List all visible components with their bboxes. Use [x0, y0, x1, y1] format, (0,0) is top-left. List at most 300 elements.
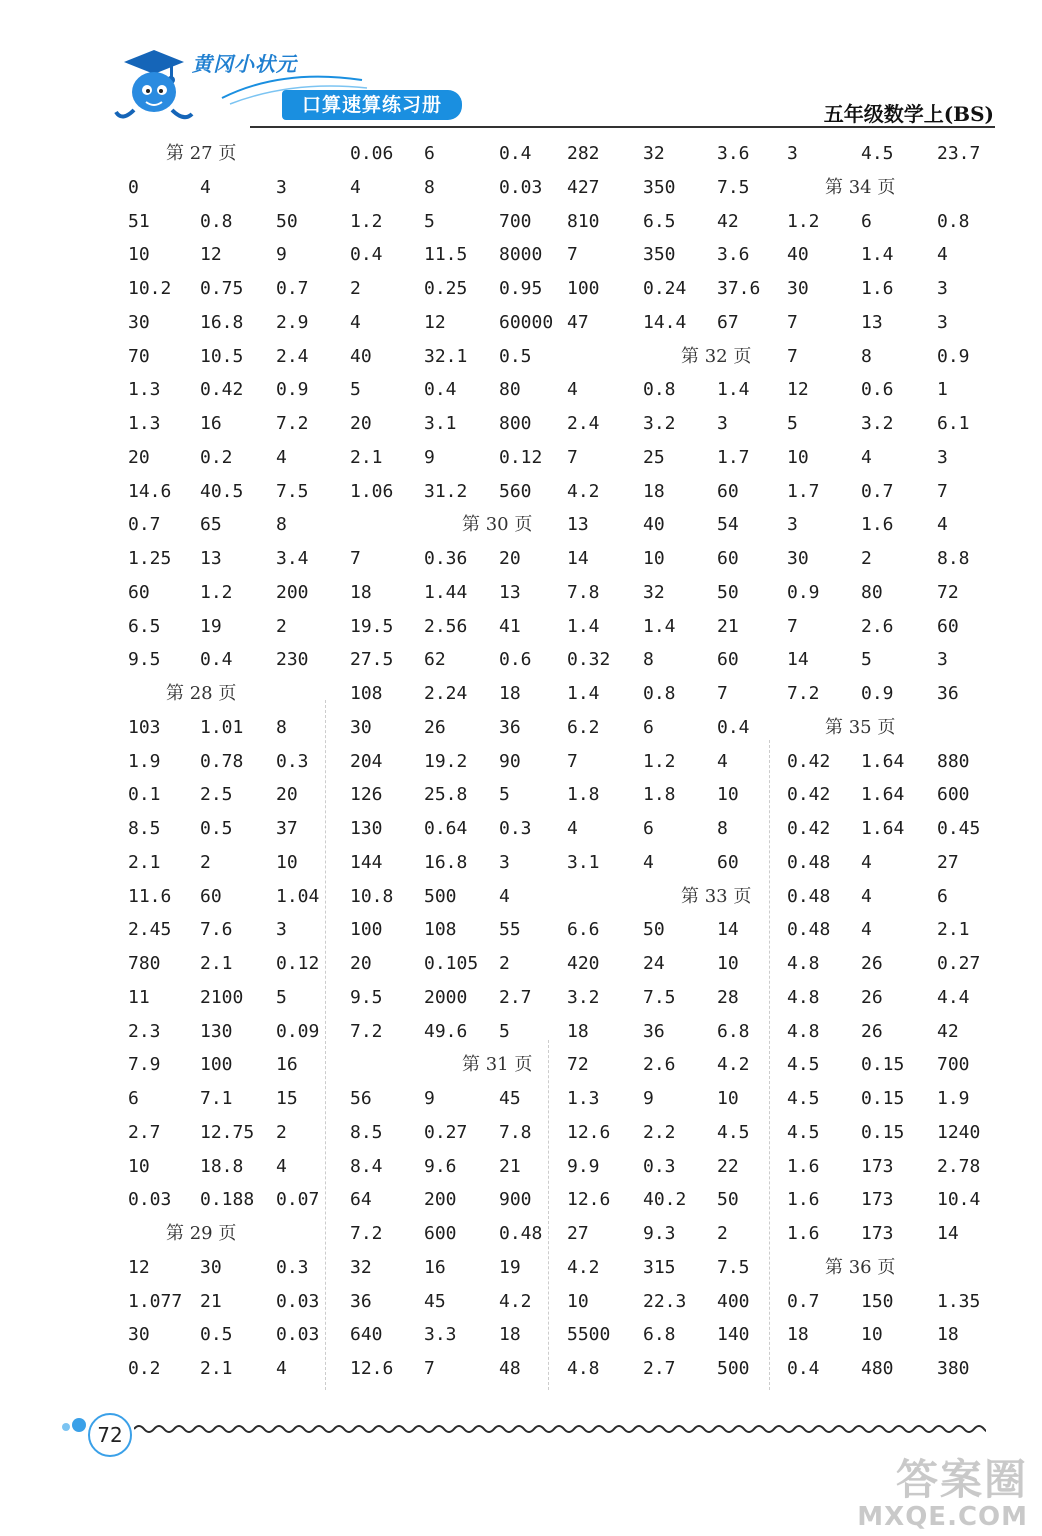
- answer-cell: 0.3: [499, 818, 532, 839]
- answer-cell: 4.5: [787, 1088, 820, 1109]
- page-heading: 第 35 页: [825, 717, 896, 738]
- answer-cell: 0.15: [861, 1122, 905, 1143]
- answer-cell: 9: [424, 1088, 435, 1109]
- answer-cell: 8: [424, 177, 435, 198]
- brand-name: 黄冈小状元: [192, 52, 297, 76]
- answer-cell: 50: [643, 919, 665, 940]
- answer-cell: 30: [787, 278, 809, 299]
- answer-cell: 0.7: [861, 481, 894, 502]
- answer-cell: 12.75: [200, 1122, 255, 1143]
- answer-cell: 2.1: [937, 919, 970, 940]
- answer-cell: 600: [424, 1223, 457, 1244]
- answer-cell: 50: [717, 1189, 739, 1210]
- answer-cell: 0.4: [787, 1358, 820, 1379]
- answer-cell: 1.4: [861, 244, 894, 265]
- answer-cell: 3.1: [424, 413, 457, 434]
- answer-cell: 9.6: [424, 1156, 457, 1177]
- answer-cell: 8: [276, 717, 287, 738]
- page-heading: 第 34 页: [825, 177, 896, 198]
- answer-cell: 4: [499, 886, 510, 907]
- answer-cell: 7: [350, 548, 361, 569]
- answer-cell: 0.42: [787, 818, 831, 839]
- answer-cell: 810: [567, 211, 600, 232]
- answer-cell: 0.1: [128, 784, 161, 805]
- answer-cell: 10.4: [937, 1189, 981, 1210]
- answer-cell: 200: [276, 582, 309, 603]
- answer-cell: 4: [861, 852, 872, 873]
- answer-cell: 7: [567, 447, 578, 468]
- answer-cell: 880: [937, 751, 970, 772]
- answer-cell: 0.03: [276, 1324, 320, 1345]
- answer-cell: 2: [350, 278, 361, 299]
- answer-cell: 150: [861, 1291, 894, 1312]
- answer-cell: 19: [499, 1257, 521, 1278]
- answer-cell: 0.27: [937, 953, 981, 974]
- answer-cell: 4: [276, 447, 287, 468]
- answer-cell: 4: [567, 818, 578, 839]
- answer-cell: 8: [643, 649, 654, 670]
- answer-cell: 2.6: [643, 1054, 676, 1075]
- answer-cell: 60000: [499, 312, 554, 333]
- answer-cell: 1.7: [787, 481, 820, 502]
- answer-cell: 40: [643, 514, 665, 535]
- answer-cell: 0.09: [276, 1021, 320, 1042]
- answer-cell: 4: [717, 751, 728, 772]
- answer-cell: 350: [643, 244, 676, 265]
- answer-cell: 10: [787, 447, 809, 468]
- answer-cell: 0.32: [567, 649, 611, 670]
- answer-cell: 3: [276, 919, 287, 940]
- answer-cell: 10.2: [128, 278, 172, 299]
- answer-cell: 27: [937, 852, 959, 873]
- answer-cell: 2.2: [643, 1122, 676, 1143]
- answer-cell: 36: [499, 717, 521, 738]
- answer-cell: 103: [128, 717, 161, 738]
- answer-cell: 3.2: [643, 413, 676, 434]
- column-divider: [325, 700, 326, 1390]
- answer-cell: 380: [937, 1358, 970, 1379]
- answer-cell: 3: [937, 312, 948, 333]
- answer-cell: 800: [499, 413, 532, 434]
- answer-cell: 16: [276, 1054, 298, 1075]
- answer-cell: 12.6: [567, 1122, 611, 1143]
- answer-cell: 1.9: [937, 1088, 970, 1109]
- answer-cell: 500: [424, 886, 457, 907]
- answer-cell: 60: [717, 481, 739, 502]
- answer-cell: 10: [717, 784, 739, 805]
- answer-cell: 6.6: [567, 919, 600, 940]
- answer-cell: 4.8: [787, 987, 820, 1008]
- answer-cell: 2.6: [861, 616, 894, 637]
- answer-cell: 40.5: [200, 481, 244, 502]
- answer-cell: 8: [276, 514, 287, 535]
- answer-cell: 2.7: [128, 1122, 161, 1143]
- answer-cell: 6: [937, 886, 948, 907]
- answer-cell: 14.4: [643, 312, 687, 333]
- answer-cell: 0.188: [200, 1189, 255, 1210]
- answer-cell: 4: [350, 312, 361, 333]
- answer-cell: 1.8: [643, 784, 676, 805]
- answer-cell: 0.4: [499, 143, 532, 164]
- page-heading: 第 33 页: [681, 886, 752, 907]
- answer-cell: 200: [424, 1189, 457, 1210]
- answer-cell: 1.06: [350, 481, 394, 502]
- answer-cell: 32: [643, 143, 665, 164]
- answer-cell: 40: [350, 346, 372, 367]
- answer-cell: 7.5: [717, 177, 750, 198]
- answer-cell: 9: [424, 447, 435, 468]
- answer-cell: 7.2: [350, 1223, 383, 1244]
- answer-cell: 0.07: [276, 1189, 320, 1210]
- answer-cell: 1.3: [128, 413, 161, 434]
- answer-cell: 0.78: [200, 751, 244, 772]
- answer-cell: 4.8: [567, 1358, 600, 1379]
- answer-cell: 16.8: [200, 312, 244, 333]
- answer-cell: 2: [499, 953, 510, 974]
- answer-cell: 8000: [499, 244, 543, 265]
- answer-cell: 1.6: [861, 278, 894, 299]
- answer-cell: 40.2: [643, 1189, 687, 1210]
- answer-cell: 1.01: [200, 717, 244, 738]
- answer-cell: 0.95: [499, 278, 543, 299]
- answer-cell: 6: [643, 818, 654, 839]
- answer-cell: 7: [717, 683, 728, 704]
- answer-cell: 36: [350, 1291, 372, 1312]
- answer-cell: 72: [937, 582, 959, 603]
- answer-cell: 8.4: [350, 1156, 383, 1177]
- answer-cell: 2100: [200, 987, 244, 1008]
- answer-cell: 0.9: [787, 582, 820, 603]
- answer-cell: 0.15: [861, 1088, 905, 1109]
- answer-cell: 1.4: [717, 379, 750, 400]
- answer-cell: 9.9: [567, 1156, 600, 1177]
- answer-cell: 1.3: [567, 1088, 600, 1109]
- answer-cell: 7.8: [499, 1122, 532, 1143]
- answer-cell: 0.6: [499, 649, 532, 670]
- answer-cell: 4.8: [787, 953, 820, 974]
- answer-cell: 3: [276, 177, 287, 198]
- answer-cell: 0.8: [937, 211, 970, 232]
- answer-cell: 0.7: [276, 278, 309, 299]
- answer-cell: 7.1: [200, 1088, 233, 1109]
- answer-cell: 7.5: [643, 987, 676, 1008]
- answer-cell: 2: [717, 1223, 728, 1244]
- answer-cell: 1.8: [567, 784, 600, 805]
- answer-cell: 13: [200, 548, 222, 569]
- answer-cell: 3.4: [276, 548, 309, 569]
- answer-cell: 173: [861, 1189, 894, 1210]
- answer-cell: 12: [424, 312, 446, 333]
- answer-cell: 4: [350, 177, 361, 198]
- answer-cell: 0.36: [424, 548, 468, 569]
- answer-cell: 144: [350, 852, 383, 873]
- answer-cell: 24: [643, 953, 665, 974]
- answer-cell: 12.6: [350, 1358, 394, 1379]
- answer-cell: 0.3: [276, 751, 309, 772]
- answer-cell: 31.2: [424, 481, 468, 502]
- answer-cell: 140: [717, 1324, 750, 1345]
- answer-cell: 16.8: [424, 852, 468, 873]
- answer-cell: 19: [200, 616, 222, 637]
- answer-cell: 4: [276, 1156, 287, 1177]
- answer-cell: 60: [937, 616, 959, 637]
- answer-cell: 6.8: [717, 1021, 750, 1042]
- answer-cell: 1: [937, 379, 948, 400]
- answer-cell: 0: [128, 177, 139, 198]
- answer-cell: 1.4: [567, 683, 600, 704]
- answer-cell: 25.8: [424, 784, 468, 805]
- answer-cell: 40: [787, 244, 809, 265]
- answer-cell: 2.78: [937, 1156, 981, 1177]
- answer-cell: 10: [276, 852, 298, 873]
- answer-cell: 4: [567, 379, 578, 400]
- answer-cell: 19.2: [424, 751, 468, 772]
- answer-cell: 2.56: [424, 616, 468, 637]
- answer-cell: 47: [567, 312, 589, 333]
- answer-cell: 7.9: [128, 1054, 161, 1075]
- answer-cell: 4.5: [787, 1054, 820, 1075]
- answer-cell: 100: [200, 1054, 233, 1075]
- decor-dot-small: [62, 1423, 70, 1431]
- answer-cell: 19.5: [350, 616, 394, 637]
- answer-cell: 0.4: [350, 244, 383, 265]
- answer-cell: 5: [499, 1021, 510, 1042]
- answer-cell: 18: [787, 1324, 809, 1345]
- wave-divider: [134, 1422, 986, 1436]
- answer-cell: 4.2: [567, 481, 600, 502]
- answer-cell: 0.2: [128, 1358, 161, 1379]
- answer-cell: 0.105: [424, 953, 479, 974]
- answer-cell: 0.45: [937, 818, 981, 839]
- answer-cell: 560: [499, 481, 532, 502]
- answer-cell: 0.42: [787, 784, 831, 805]
- page-heading: 第 27 页: [166, 143, 237, 164]
- answer-cell: 11.5: [424, 244, 468, 265]
- answer-cell: 0.03: [128, 1189, 172, 1210]
- answer-cell: 130: [350, 818, 383, 839]
- page-heading: 第 31 页: [462, 1054, 533, 1075]
- answer-cell: 0.64: [424, 818, 468, 839]
- answer-cell: 2.7: [643, 1358, 676, 1379]
- answer-cell: 45: [424, 1291, 446, 1312]
- answer-cell: 7.2: [787, 683, 820, 704]
- answer-cell: 7: [567, 751, 578, 772]
- answer-cell: 21: [499, 1156, 521, 1177]
- answer-cell: 14: [937, 1223, 959, 1244]
- answer-cell: 427: [567, 177, 600, 198]
- answer-cell: 0.03: [276, 1291, 320, 1312]
- answer-cell: 2: [861, 548, 872, 569]
- answer-cell: 18: [499, 1324, 521, 1345]
- answer-cell: 7.2: [350, 1021, 383, 1042]
- answer-cell: 2.9: [276, 312, 309, 333]
- brand-logo: [112, 40, 472, 130]
- answer-cell: 32: [350, 1257, 372, 1278]
- answer-cell: 14: [567, 548, 589, 569]
- answer-cell: 50: [717, 582, 739, 603]
- answer-cell: 4.8: [787, 1021, 820, 1042]
- answer-cell: 18: [350, 582, 372, 603]
- answer-cell: 5: [787, 413, 798, 434]
- answer-cell: 13: [861, 312, 883, 333]
- answer-cell: 7.2: [276, 413, 309, 434]
- answer-cell: 0.4: [424, 379, 457, 400]
- answer-cell: 60: [200, 886, 222, 907]
- answer-cell: 14.6: [128, 481, 172, 502]
- answer-cell: 6.2: [567, 717, 600, 738]
- answer-cell: 8.8: [937, 548, 970, 569]
- answer-cell: 25: [643, 447, 665, 468]
- answer-cell: 6.1: [937, 413, 970, 434]
- answer-cell: 62: [424, 649, 446, 670]
- answer-cell: 0.5: [200, 1324, 233, 1345]
- watermark-url: MXQE.COM: [857, 1502, 1028, 1532]
- answer-cell: 0.75: [200, 278, 244, 299]
- answer-cell: 4.2: [499, 1291, 532, 1312]
- answer-cell: 20: [499, 548, 521, 569]
- answer-cell: 21: [717, 616, 739, 637]
- answer-cell: 36: [937, 683, 959, 704]
- answer-cell: 2000: [424, 987, 468, 1008]
- answer-cell: 22: [717, 1156, 739, 1177]
- answer-cell: 2.45: [128, 919, 172, 940]
- answer-cell: 27: [567, 1223, 589, 1244]
- answer-cell: 0.7: [128, 514, 161, 535]
- answer-cell: 56: [350, 1088, 372, 1109]
- answer-cell: 1.04: [276, 886, 320, 907]
- answer-cell: 900: [499, 1189, 532, 1210]
- answer-cell: 11: [128, 987, 150, 1008]
- answer-cell: 3: [499, 852, 510, 873]
- answer-cell: 30: [200, 1257, 222, 1278]
- answer-cell: 26: [861, 987, 883, 1008]
- answer-cell: 15: [276, 1088, 298, 1109]
- answer-cell: 0.42: [787, 751, 831, 772]
- answer-cell: 6: [424, 143, 435, 164]
- answer-cell: 4: [861, 447, 872, 468]
- page-heading: 第 32 页: [681, 346, 752, 367]
- answer-cell: 8: [717, 818, 728, 839]
- answer-cell: 0.48: [787, 852, 831, 873]
- answer-cell: 4.2: [717, 1054, 750, 1075]
- answer-cell: 0.12: [499, 447, 543, 468]
- answer-cell: 0.4: [200, 649, 233, 670]
- answer-cell: 3.6: [717, 143, 750, 164]
- answer-cell: 7: [787, 312, 798, 333]
- answer-cell: 72: [567, 1054, 589, 1075]
- answer-cell: 55: [499, 919, 521, 940]
- answer-cell: 108: [350, 683, 383, 704]
- answer-cell: 9: [643, 1088, 654, 1109]
- answer-cell: 3.6: [717, 244, 750, 265]
- answer-cell: 8.5: [350, 1122, 383, 1143]
- answer-cell: 10: [128, 244, 150, 265]
- answer-cell: 6: [861, 211, 872, 232]
- page-heading: 第 29 页: [166, 1223, 237, 1244]
- answer-cell: 2.5: [200, 784, 233, 805]
- answer-cell: 2.4: [567, 413, 600, 434]
- answer-cell: 173: [861, 1156, 894, 1177]
- answer-cell: 4.5: [861, 143, 894, 164]
- answer-cell: 12: [787, 379, 809, 400]
- answer-cell: 315: [643, 1257, 676, 1278]
- answer-cell: 14: [717, 919, 739, 940]
- page-number: 72: [88, 1413, 132, 1457]
- answer-cell: 30: [128, 312, 150, 333]
- answer-cell: 204: [350, 751, 383, 772]
- answer-cell: 9: [276, 244, 287, 265]
- answer-cell: 1.6: [861, 514, 894, 535]
- answer-cell: 7.5: [717, 1257, 750, 1278]
- answer-cell: 130: [200, 1021, 233, 1042]
- answer-cell: 18.8: [200, 1156, 244, 1177]
- answer-cell: 5500: [567, 1324, 611, 1345]
- answer-cell: 2.3: [128, 1021, 161, 1042]
- answer-cell: 18: [937, 1324, 959, 1345]
- answer-cell: 0.9: [276, 379, 309, 400]
- answer-cell: 20: [128, 447, 150, 468]
- answer-cell: 16: [424, 1257, 446, 1278]
- answer-cell: 1.6: [787, 1223, 820, 1244]
- answer-cell: 12.6: [567, 1189, 611, 1210]
- answer-cell: 12: [200, 244, 222, 265]
- answer-cell: 20: [350, 953, 372, 974]
- answer-cell: 10: [128, 1156, 150, 1177]
- answer-cell: 22.3: [643, 1291, 687, 1312]
- answer-cell: 60: [717, 548, 739, 569]
- answer-cell: 20: [350, 413, 372, 434]
- answer-cell: 2.24: [424, 683, 468, 704]
- answer-cell: 0.25: [424, 278, 468, 299]
- answer-cell: 1.2: [787, 211, 820, 232]
- answer-cell: 9.5: [350, 987, 383, 1008]
- column-divider: [769, 740, 770, 1390]
- answer-cell: 27.5: [350, 649, 394, 670]
- answer-cell: 0.8: [200, 211, 233, 232]
- answer-cell: 4.5: [717, 1122, 750, 1143]
- answer-cell: 4.2: [567, 1257, 600, 1278]
- answer-cell: 18: [567, 1021, 589, 1042]
- answer-cell: 3.2: [861, 413, 894, 434]
- answer-cell: 700: [499, 211, 532, 232]
- answer-cell: 10: [643, 548, 665, 569]
- answer-cell: 0.5: [200, 818, 233, 839]
- answer-cell: 1.4: [643, 616, 676, 637]
- answer-cell: 0.12: [276, 953, 320, 974]
- answer-cell: 0.3: [643, 1156, 676, 1177]
- answer-cell: 32.1: [424, 346, 468, 367]
- answer-cell: 51: [128, 211, 150, 232]
- answer-cell: 600: [937, 784, 970, 805]
- answer-cell: 3: [937, 447, 948, 468]
- answer-cell: 5: [350, 379, 361, 400]
- answer-cell: 32: [643, 582, 665, 603]
- answer-cell: 12: [128, 1257, 150, 1278]
- answer-cell: 20: [276, 784, 298, 805]
- answer-cell: 7.8: [567, 582, 600, 603]
- answer-cell: 30: [128, 1324, 150, 1345]
- answer-cell: 480: [861, 1358, 894, 1379]
- answer-cell: 3: [787, 143, 798, 164]
- answer-cell: 7: [567, 244, 578, 265]
- answer-cell: 0.5: [499, 346, 532, 367]
- answer-cell: 1.2: [350, 211, 383, 232]
- answer-cell: 4.5: [787, 1122, 820, 1143]
- answer-cell: 500: [717, 1358, 750, 1379]
- answer-cell: 230: [276, 649, 309, 670]
- answer-cell: 0.9: [861, 683, 894, 704]
- answer-cell: 26: [861, 953, 883, 974]
